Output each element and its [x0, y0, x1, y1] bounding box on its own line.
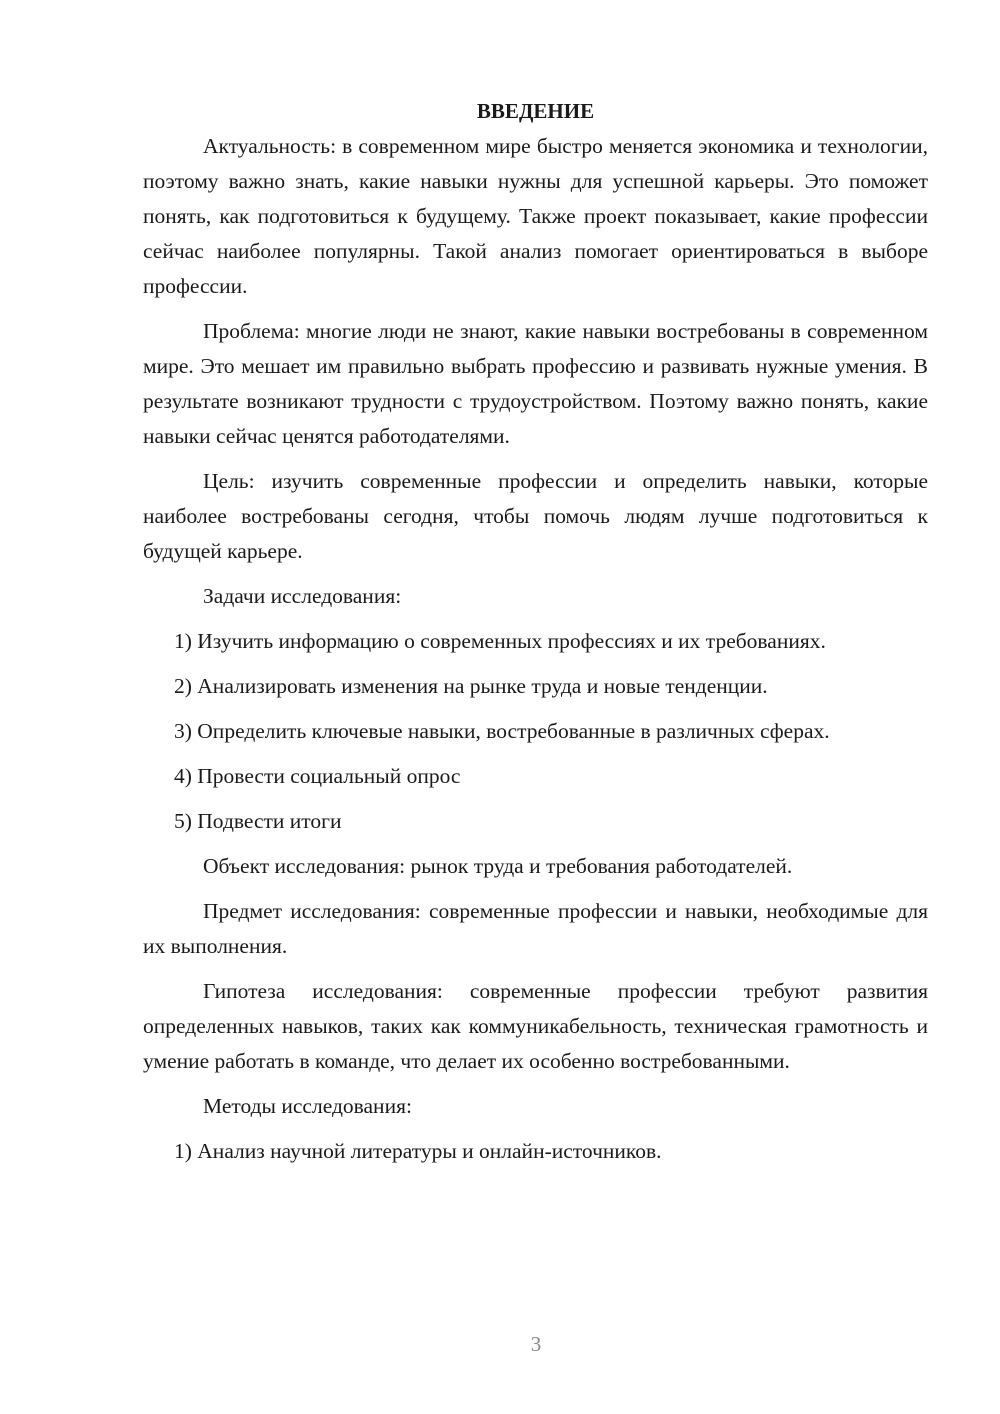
task-item: 2) Анализировать изменения на рынке труда и новые тенденции.	[174, 674, 768, 698]
section-title: ВВЕДЕНИЕ	[476, 99, 595, 123]
methods-heading: Методы исследования:	[203, 1094, 412, 1118]
task-item: 4) Провести социальный опрос	[174, 764, 461, 788]
object-paragraph: Объект исследования: рынок труда и требования работодателей.	[203, 854, 793, 878]
relevance-paragraph: Актуальность: в современном мире быстро меняется экономика и технологии, поэтому важно знать, какие навыки нужны для успешной карьеры. Это поможет понять, как подготовиться к будущему. Также проект показывает, какие профессии сейчас наиболее популярны. Такой анализ помогает ориентироваться в выборе профессии.	[143, 134, 928, 298]
subject-paragraph: Предмет исследования: современные профессии и навыки, необходимые для их выполнения.	[143, 899, 928, 958]
task-item: 5) Подвести итоги	[174, 809, 342, 833]
goal-paragraph: Цель: изучить современные профессии и определить навыки, которые наиболее востребованы сегодня, чтобы помочь людям лучше подготовиться к будущей карьере.	[143, 469, 928, 563]
page-number: 3	[530, 1332, 542, 1356]
tasks-heading: Задачи исследования:	[203, 584, 402, 608]
problem-paragraph: Проблема: многие люди не знают, какие навыки востребованы в современном мире. Это мешает им правильно выбрать профессию и развивать нужные умения. В результате возникают трудности с трудоустройством. Поэтому важно понять, какие навыки сейчас ценятся работодателями.	[143, 319, 928, 448]
hypothesis-paragraph: Гипотеза исследования: современные профессии требуют развития определенных навыков, таких как коммуникабельность, техническая грамотность и умение работать в команде, что делает их особенно востребованными.	[143, 979, 928, 1073]
method-item: 1) Анализ научной литературы и онлайн-источников.	[174, 1139, 662, 1163]
task-item: 3) Определить ключевые навыки, востребованные в различных сферах.	[174, 719, 830, 743]
document-page	[143, 96, 928, 1179]
task-item: 1) Изучить информацию о современных профессиях и их требованиях.	[174, 629, 826, 653]
